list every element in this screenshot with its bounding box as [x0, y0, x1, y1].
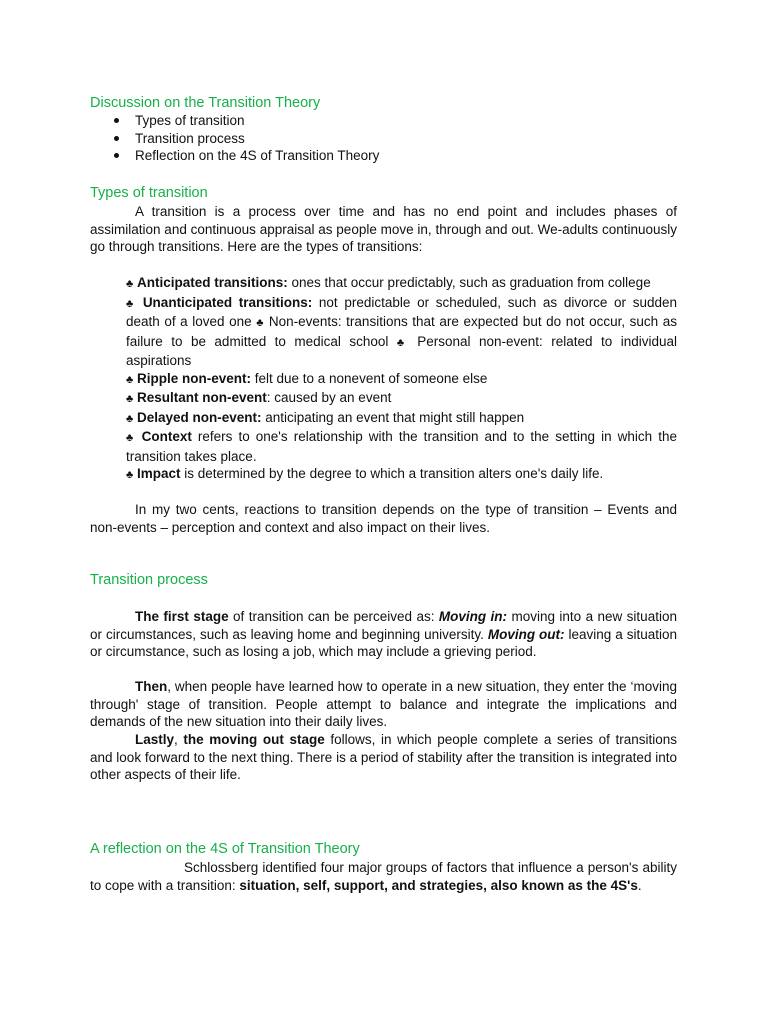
reflection-heading: A reflection on the 4S of Transition Theory	[90, 841, 360, 857]
club-icon: ♣	[126, 297, 137, 310]
definition: not predictable or scheduled, such as divorce or sudden death of a loved one	[126, 294, 677, 329]
list-item	[126, 370, 677, 390]
definition: anticipating an event that might still happen	[261, 409, 525, 425]
bullet-text: Transition process	[135, 130, 245, 146]
definition: ones that occur predictably, such as graduation from college	[287, 275, 651, 290]
text-span: moving into a new situation or circumstances, such as leaving home and beginning university.	[90, 609, 677, 642]
bullet-dot-icon	[114, 153, 119, 158]
list-item	[126, 428, 677, 465]
list-item	[112, 130, 379, 148]
text-span: follows, in which people complete a series of transitions and look forward to the next thing. There is a period of stability after the transition is integrated into other aspects of their life.	[90, 732, 677, 782]
types-heading: Types of transition	[90, 185, 208, 201]
list-item	[126, 389, 677, 409]
bullet-dot-icon	[114, 118, 119, 123]
text-span: .	[637, 877, 642, 893]
text-span: ,	[174, 732, 184, 747]
list-item	[126, 294, 677, 370]
club-icon: ♣	[256, 317, 265, 329]
club-icon: ♣	[126, 469, 134, 481]
text-span: leaving a situation or circumstance, such as losing a job, which may include a grieving period.	[90, 626, 677, 659]
definition: Personal non-event: related to individual aspirations	[126, 333, 678, 368]
text-span: of transition can be perceived as:	[228, 609, 439, 624]
bold-phrase: Then	[135, 679, 168, 694]
term: Resultant non-event	[136, 390, 267, 405]
definition: felt due to a nonevent of someone else	[250, 370, 488, 386]
types-intro: A transition is a process over time and has no end point and includes phases of assimilation and continuous appraisal as people move in, through and out. We-adults continuously go through transitions. Here are the types of transitions:	[90, 204, 677, 254]
club-icon: ♣	[396, 336, 409, 349]
definition: refers to one's relationship with the transition and to the setting in which the transition takes place.	[126, 429, 677, 464]
bold-phrase: The first stage	[135, 609, 229, 624]
reflection-paragraph	[90, 859, 677, 894]
club-icon: ♣	[126, 373, 134, 386]
discussion-heading: Discussion on the Transition Theory	[90, 95, 321, 111]
definition: is determined by the degree to which a transition alters one's daily life.	[180, 466, 604, 481]
club-icon: ♣	[126, 278, 134, 290]
term: Unanticipated transitions:	[142, 294, 313, 310]
term: Ripple non-event:	[136, 370, 251, 386]
list-item	[126, 465, 677, 485]
transition-types-list	[126, 274, 677, 485]
term: Impact	[136, 466, 181, 481]
bold-phrase: Lastly	[135, 732, 175, 747]
bold-phrase: situation, self, support, and strategies, also known as the 4S's	[239, 877, 638, 893]
term: Context	[141, 429, 192, 444]
bold-italic-phrase: Moving out:	[487, 626, 565, 642]
bold-phrase: the moving out stage	[183, 732, 325, 747]
process-paragraph-1	[90, 608, 677, 661]
definition: : caused by an event	[266, 390, 392, 405]
process-paragraph-2	[90, 678, 677, 731]
club-icon: ♣	[126, 412, 134, 425]
list-item	[126, 274, 677, 294]
process-paragraph-3	[90, 731, 677, 784]
club-icon: ♣	[126, 432, 136, 444]
list-item	[126, 409, 677, 429]
bullet-text: Types of transition	[135, 113, 245, 128]
text-span: , when people have learned how to operate in a new situation, they enter the ‘moving through' stage of transition. People attempt to balance and integrate the implications and demands of the new situation into their daily lives.	[90, 679, 677, 729]
bullet-dot-icon	[114, 136, 119, 141]
bullet-text: Reflection on the 4S of Transition Theory	[135, 148, 380, 163]
term: Anticipated transitions:	[136, 275, 288, 290]
club-icon: ♣	[126, 393, 134, 405]
bold-italic-phrase: Moving in:	[438, 609, 508, 624]
definition: Non-events: transitions that are expected but do not occur, such as failure to be admitted to medical school	[126, 314, 678, 349]
list-item	[112, 147, 379, 165]
discussion-bullet-list	[112, 112, 379, 165]
process-heading: Transition process	[90, 572, 208, 588]
text-span: Schlossberg identified four major groups of factors that influence a person's ability to cope with a transition:	[90, 860, 677, 893]
types-conclusion: In my two cents, reactions to transition depends on the type of transition – Events and non-events – perception and context and also impact on their lives.	[90, 502, 677, 535]
list-item	[112, 112, 379, 130]
term: Delayed non-event:	[136, 409, 262, 425]
